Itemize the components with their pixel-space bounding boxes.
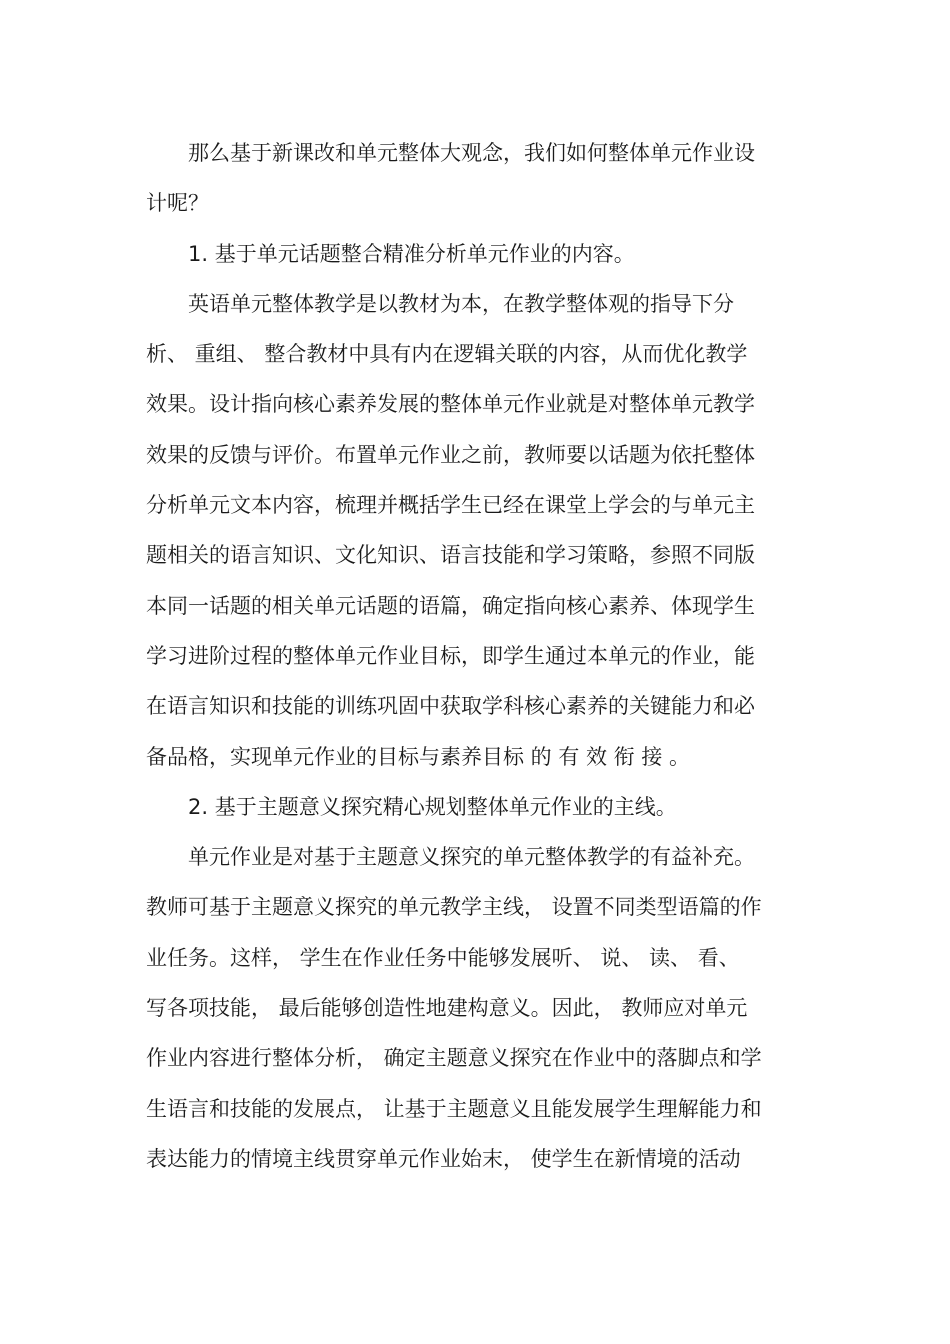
paragraph-line: 备品格，实现单元作业的目标与素养目标 的 有 效 衔 接 。 (146, 744, 691, 769)
paragraph-line: 学习进阶过程的整体单元作业目标，即学生通过本单元的作业，能 (146, 643, 755, 668)
paragraph-line: 业任务。这样， 学生在作业任务中能够发展听、 说、 读、 看、 (146, 945, 740, 970)
paragraph-intro-line: 计呢？ (146, 191, 209, 216)
section-heading-2: 2. 基于主题意义探究精心规划整体单元作业的主线。 (188, 794, 677, 819)
paragraph-line: 本同一话题的相关单元话题的语篇，确定指向核心素养、体现学生 (146, 593, 755, 618)
paragraph-line: 效果的反馈与评价。布置单元作业之前，教师要以话题为依托整体 (146, 442, 755, 467)
section-heading-1: 1. 基于单元话题整合精准分析单元作业的内容。 (188, 241, 635, 266)
paragraph-line: 题相关的语言知识、文化知识、语言技能和学习策略，参照不同版 (146, 543, 755, 568)
body-text (146, 128, 806, 1184)
paragraph-line: 作业内容进行整体分析， 确定主题意义探究在作业中的落脚点和学 (146, 1046, 762, 1071)
paragraph-line: 单元作业是对基于主题意义探究的单元整体教学的有益补充。 (188, 845, 755, 870)
paragraph-line: 表达能力的情境主线贯穿单元作业始末， 使学生在新情境的活动 (146, 1146, 741, 1171)
paragraph-intro-line: 那么基于新课改和单元整体大观念，我们如何整体单元作业设 (188, 141, 755, 165)
paragraph-line: 分析单元文本内容，梳理并概括学生已经在课堂上学会的与单元主 (146, 493, 755, 518)
paragraph-line: 教师可基于主题意义探究的单元教学主线， 设置不同类型语篇的作 (146, 895, 762, 920)
paragraph-line: 在语言知识和技能的训练巩固中获取学科核心素养的关键能力和必 (146, 694, 755, 719)
paragraph-line: 生语言和技能的发展点， 让基于主题意义且能发展学生理解能力和 (146, 1096, 762, 1121)
paragraph-line: 写各项技能， 最后能够创造性地建构意义。因此， 教师应对单元 (146, 996, 748, 1021)
paragraph-line: 英语单元整体教学是以教材为本，在教学整体观的指导下分 (188, 291, 734, 316)
paragraph-line: 析、 重组、 整合教材中具有内在逻辑关联的内容，从而优化教学 (146, 342, 748, 367)
paragraph-line: 效果。设计指向核心素养发展的整体单元作业就是对整体单元教学 (146, 392, 755, 417)
